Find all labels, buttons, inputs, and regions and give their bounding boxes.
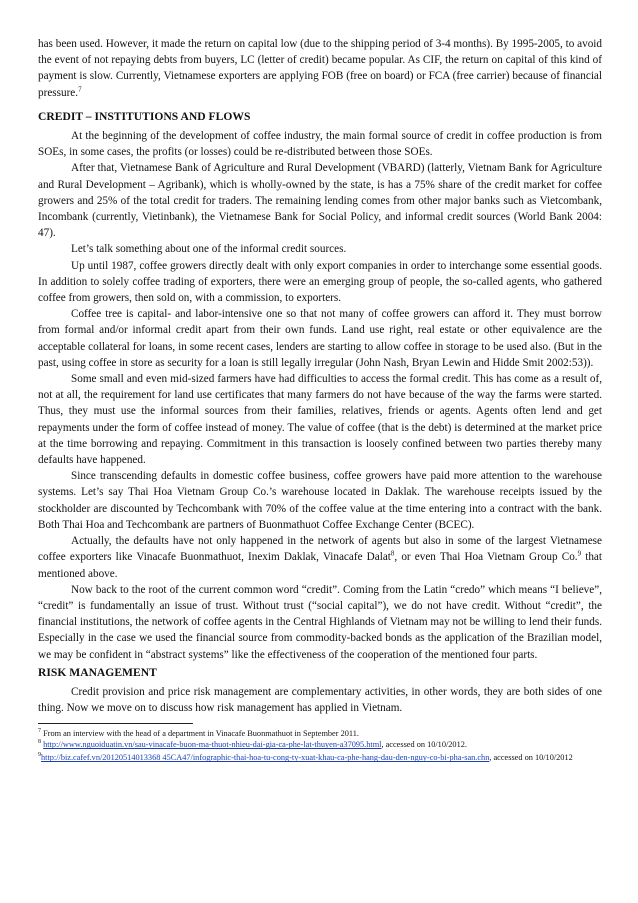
- footnote-number: 8: [38, 739, 41, 746]
- paragraph: [38, 36, 602, 101]
- paragraph: Since transcending defaults in domestic coffee business, coffee growers have paid more attention to the warehouse systems. Let’s say Thai Hoa Vietnam Group Co.’s warehouse located in Daklak. The warehouse receipts issued by the stockholder are discounted by Techcombank with 70% of the coffee value at the time entering into a contract with the bank. Both Thai Hoa and Techcombank are partners of Buonmathuot Coffee Exchange Center (BCEC).: [38, 470, 602, 531]
- paragraph: At the beginning of the development of coffee industry, the main formal source of credit in coffee production is from SOEs, in some cases, the profits (or losses) could be re-distributed between those SOEs.: [38, 130, 602, 159]
- paragraph-text: , or even Thai Hoa Vietnam Group Co.: [394, 551, 578, 564]
- footnote-number: 9: [38, 752, 41, 759]
- paragraph: Now back to the root of the current common word “credit”. Coming from the Latin “credo” which means “I believe”, “credit” is fundamentally an issue of trust. Without trust (“social capital”), we do not have credit. Without “credit”, the financial institutions, the network of coffee agents in the Central Highlands of Vietnam may not be willing to lend their funds. Especially in the case we used the financial source from commodity-backed bonds as the application of the Brazilian model, we may be confident in “abstract systems” like the effectiveness of the cooperation of the mentioned four parts.: [38, 583, 602, 661]
- footnote-text: , accessed on 10/10/2012.: [381, 740, 467, 750]
- paragraph: Credit provision and price risk management are complementary activities, in other words, they are both sides of one thing. Now we move on to discuss how risk management has applied in Vietnam.: [38, 685, 602, 715]
- paragraph: Let’s talk something about one of the informal credit sources.: [71, 243, 347, 256]
- paragraph: Coffee tree is capital- and labor-intensive one so that not many of coffee growers can afford it. They must borrow from formal and/or informal credit apart from their own funds. Land use right, real estate or other equivalence are the acceptable collateral for loans, in some recent cases, lenders are starting to allow coffee in storage to be used also. (But in the past, using coffee in store as security for a loan is still legally irregular (John Nash, Bryan Lewin and Hidde Smit 2002:53)).: [38, 308, 602, 369]
- paragraph: Some small and even mid-sized farmers have had difficulties to access the formal credit. This has come as a result of, not at all, the requirement for land use certificates that many farmers do not have because of the way the farms were started. Thus, they must use the informal sources from their families, relatives, friends or agents. Agents often lend and get repayments under the form of coffee instead of money. The value of coffee (that is the debt) is determined at the market price at the time borrowing and repaying. Commitment in this transaction is loosely confined between two parties thereby many defaults have happened.: [38, 373, 602, 467]
- paragraph-text: has been used. However, it made the return on capital low (due to the shipping period of 3-4 months). By 1995-2005, to avoid the event of not repaying debts from buyers, LC (letter of credit) became popular. As CIF, the return on capital of this kind of payment is slow. Currently, Vietnamese exporters are applying FOB (free on board) or FCA (free carrier) because of financial pressure.: [38, 38, 602, 99]
- paragraph: After that, Vietnamese Bank of Agriculture and Rural Development (VBARD) (latterly, Vietnam Bank for Agriculture and Rural Development – Agribank), which is wholly-owned by the state, is has a 75% share of the credit market for coffee growers and 25% of the total credit for traders. The remaining lending comes from other major banks such as Vietcombank, Incombank (currently, Vietinbank), the Vietnamese Bank for Social Policy, and informal credit sources (World Bank 2004: 47).: [38, 162, 602, 240]
- paragraph-text: Actually, the defaults have not only happened in the network of agents but also in some of the largest Vietnamese coffee exporters like Vinacafe Buonmathuot, Inexim Daklak, Vinacafe Dalat: [38, 535, 602, 564]
- footnote-ref: 7: [78, 84, 82, 93]
- footnote-ref: 8: [390, 549, 395, 558]
- paragraph-text: that mentioned above.: [38, 551, 603, 580]
- footnote-link[interactable]: http://www.nguoiduatin.vn/sau-vinacafe-buon-ma-thuot-nhieu-dai-gia-ca-phe-lat-thuyen-a37095.html: [43, 740, 382, 750]
- section-heading-credit: CREDIT – INSTITUTIONS AND FLOWS: [38, 109, 251, 123]
- footnote-text: From an interview with the head of a department in Vinacafe Buonmathuot in September 2011.: [41, 729, 359, 739]
- document-page: [38, 36, 602, 763]
- paragraph: Up until 1987, coffee growers directly dealt with only export companies in order to interchange some essential goods. In addition to solely coffee trading of exporters, there were an emerging group of people, the so-called agents, who gathered coffee from growers, then sold on, with a commission, to exporters.: [38, 259, 602, 305]
- footnote-9: [38, 752, 602, 763]
- footnote-number: 7: [38, 728, 41, 735]
- footnote-link[interactable]: http://biz.cafef.vn/20120514013368 45CA47/infographic-thai-hoa-tu-cong-ty-xuat-khau-ca-phe-hang-dau-den-nguy-co-bi-pha-san.chn: [41, 753, 490, 763]
- footnote-ref: 9: [577, 549, 582, 558]
- footnote-8: [38, 739, 602, 750]
- footnote-text: , accessed on 10/10/2012: [489, 753, 573, 763]
- footnote-7: [38, 728, 602, 739]
- footnote-divider: [38, 723, 193, 724]
- section-heading-risk: RISK MANAGEMENT: [38, 665, 157, 679]
- paragraph: [38, 533, 602, 582]
